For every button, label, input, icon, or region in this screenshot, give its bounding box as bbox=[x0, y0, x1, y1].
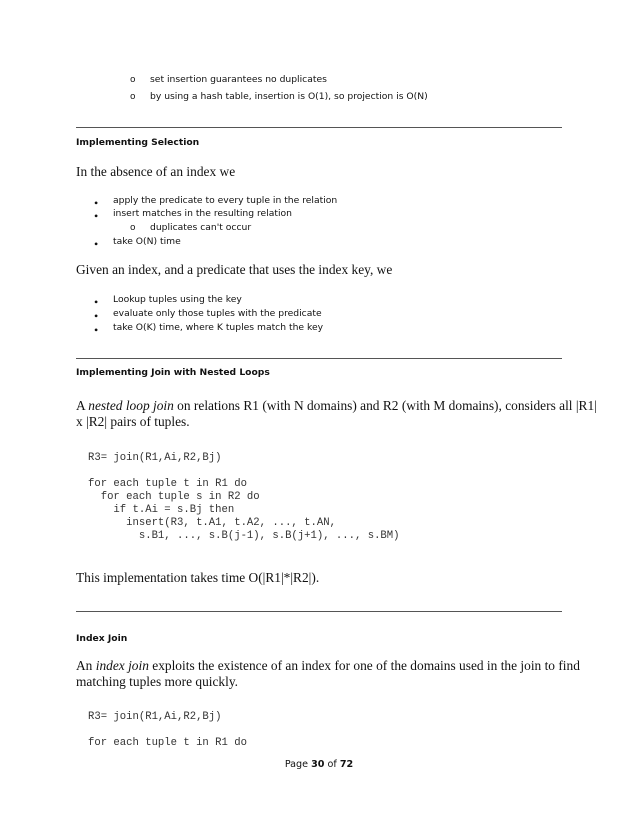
section-heading: Implementing Join with Nested Loops bbox=[76, 367, 270, 378]
term: nested loop join bbox=[88, 398, 174, 413]
code-line: R3= join(R1,Ai,R2,Bj) bbox=[88, 452, 222, 464]
paragraph bbox=[76, 658, 580, 674]
paragraph: In the absence of an index we bbox=[76, 164, 236, 179]
sub-bullet-marker: o bbox=[130, 92, 136, 102]
list-item: set insertion guarantees no duplicates bbox=[150, 74, 327, 85]
code-block bbox=[88, 452, 400, 543]
code-line: for each tuple t in R1 do bbox=[88, 478, 247, 490]
code-line: R3= join(R1,Ai,R2,Bj) bbox=[88, 711, 222, 723]
paragraph-text: on relations R1 (with N domains) and R2 (with M domains), considers all |R1| bbox=[173, 398, 597, 413]
paragraph-prefix: An bbox=[76, 658, 96, 673]
page-footer bbox=[0, 759, 638, 770]
bullet-marker: • bbox=[94, 309, 99, 323]
paragraph: This implementation takes time O(|R1|*|R2|). bbox=[76, 570, 320, 585]
paragraph-prefix: A bbox=[76, 398, 89, 413]
list-item: evaluate only those tuples with the predicate bbox=[113, 308, 322, 319]
list-item: insert matches in the resulting relation bbox=[113, 208, 292, 219]
bullet-marker: • bbox=[94, 209, 99, 223]
code-line bbox=[88, 465, 400, 478]
bullet-marker: • bbox=[94, 323, 99, 337]
list-item: take O(K) time, where K tuples match the key bbox=[113, 322, 324, 333]
list-item: Lookup tuples using the key bbox=[113, 294, 242, 305]
divider bbox=[76, 611, 562, 612]
paragraph-line: x |R2| pairs of tuples. bbox=[76, 414, 190, 429]
page-prefix: Page bbox=[284, 759, 312, 770]
list-item: by using a hash table, insertion is O(1), so projection is O(N) bbox=[150, 91, 428, 102]
list-item: apply the predicate to every tuple in the relation bbox=[113, 195, 338, 206]
sub-bullet-marker: o bbox=[130, 75, 136, 85]
section-heading: Implementing Selection bbox=[76, 137, 200, 148]
paragraph-line: matching tuples more quickly. bbox=[76, 674, 239, 689]
code-line: for each tuple s in R2 do bbox=[88, 491, 260, 503]
code-line bbox=[88, 724, 247, 737]
page-total: 72 bbox=[339, 759, 354, 770]
code-line: if t.Ai = s.Bj then bbox=[88, 504, 235, 516]
page-number: 30 bbox=[311, 759, 325, 770]
page-middle: of bbox=[324, 759, 340, 770]
list-item: take O(N) time bbox=[113, 236, 181, 247]
bullet-marker: • bbox=[94, 196, 99, 210]
code-block bbox=[88, 711, 247, 750]
paragraph-text: exploits the existence of an index for one of the domains used in the join to find bbox=[148, 658, 580, 673]
code-line: insert(R3, t.A1, t.A2, ..., t.AN, bbox=[88, 517, 336, 529]
list-item: duplicates can't occur bbox=[150, 222, 252, 233]
divider bbox=[76, 127, 562, 128]
bullet-marker: • bbox=[94, 295, 99, 309]
code-line: s.B1, ..., s.B(j-1), s.B(j+1), ..., s.BM) bbox=[88, 530, 400, 542]
divider bbox=[76, 358, 562, 359]
sub-bullet-marker: o bbox=[130, 223, 136, 233]
paragraph: Given an index, and a predicate that uses the index key, we bbox=[76, 262, 393, 277]
bullet-marker: • bbox=[94, 237, 99, 251]
paragraph bbox=[76, 398, 597, 414]
term: index join bbox=[95, 658, 149, 673]
code-line: for each tuple t in R1 do bbox=[88, 737, 247, 749]
section-heading: Index Join bbox=[76, 633, 128, 644]
